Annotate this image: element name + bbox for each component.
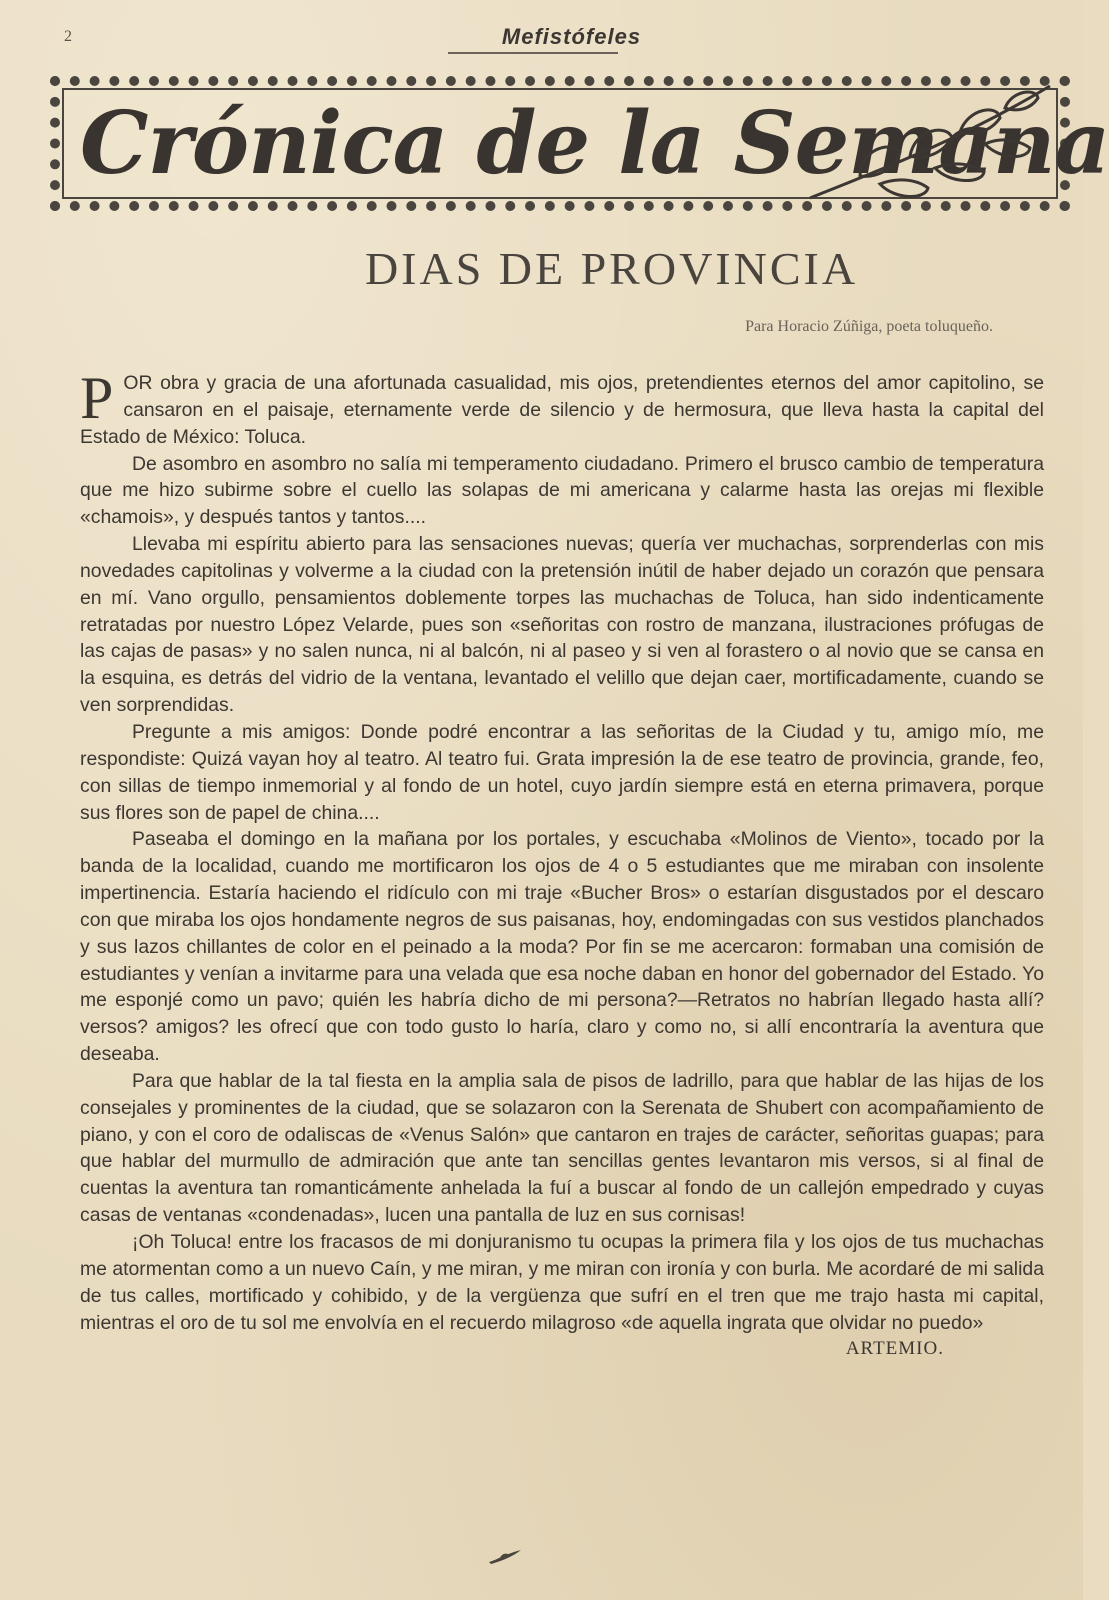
article-title: DIAS DE PROVINCIA	[364, 243, 859, 294]
article-dedication: Para Horacio Zúñiga, poeta toluqueño.	[745, 318, 993, 335]
section-banner	[50, 76, 1109, 211]
paragraph	[80, 365, 1044, 451]
end-ornament-icon	[487, 1548, 523, 1566]
banner-title: Crónica de la Semana	[80, 93, 1109, 194]
paragraph-text: OR obra y gracia de una afortunada casualidad, mis ojos, pretendientes eternos del amor capitolino, se cansaron en el paisaje, eternamente verde de silencio y de hermosura, que lleva hasta la capital del Estado de México: Toluca.	[80, 372, 1044, 448]
paragraph: Paseaba el domingo en la mañana por los portales, y escuchaba «Molinos de Viento», tocado por la banda de la localidad, cuando me mortificaron los ojos de 4 o 5 estudiantes que me miraban con insolente impertinencia. Estaría haciendo el ridículo con mi traje «Bucher Bros» o estarían disgustados por el descaro con que miraba los ojos hondamente negros de sus paisanas, hoy, endomingadas con sus vestidos planchados y sus lazos chillantes de color en el peinado a la moda? Por fin se me acercaron: formaban una comisión de estudiantes y venían a invitarme para una velada que esa noche daban en honor del gobernador del Estado. Yo me esponjé como un pavo; quién les habría dicho de mi persona?—Retratos no habrían llegado hasta allí? versos? amigos? les ofrecí que con todo gusto lo haría, claro y como no, si allí encontraría la aventura que deseaba.	[80, 828, 1044, 1066]
page-number: 2	[64, 28, 72, 45]
magazine-name: Mefistófeles	[501, 24, 642, 49]
laurel-branch-icon	[800, 80, 1060, 208]
paragraph: ¡Oh Toluca! entre los fracasos de mi donjuranismo tu ocupas la primera fila y los ojos de tus muchachas me atormentan como a un nuevo Caín, y me miran, y me miran con ironía y con burla. Me acordaré de mi salida de tus calles, mortificado y cohibido, y de la vergüenza que sufrí en el tren que me trajo hasta mi capital, mientras el oro de tu sol me envolvía en el recuerdo milagroso «de aquella ingrata que olvidar no puedo»	[80, 1231, 1044, 1334]
paragraph: Llevaba mi espíritu abierto para las sensaciones nuevas; quería ver muchachas, sorprenderlas con mis novedades capitolinas y volverme a la ciudad con la pretensión inútil de haber dejado un corazón que pensara en mí. Vano orgullo, pensamientos doblemente torpes las muchachas de Toluca, han sido indenticamente retratadas por nuestro López Velarde, pues son «señoritas con rostro de manzana, ilustraciones prófugas de las cajas de pasas» y no salen nunca, ni al balcón, ni al paseo y si ven al forastero o al novio que se cansa en la esquina, es detrás del vidrio de la ventana, levantado el velillo que dejan caer, mortificadamente, cuando se ven sorprendidas.	[80, 533, 1044, 717]
paragraph: De asombro en asombro no salía mi temperamento ciudadano. Primero el brusco cambio de temperatura que me hizo subirme sobre el cuello las solapas de mi americana y calarme hasta las orejas mi flexible «chamois», y después tantos y tantos....	[80, 452, 1044, 529]
article-body	[80, 365, 1044, 1363]
masthead-underline	[448, 52, 618, 54]
drop-cap: P	[80, 365, 114, 431]
paragraph: Pregunte a mis amigos: Donde podré encontrar a las señoritas de la Ciudad y tu, amigo mío, me respondiste: Quizá vayan hoy al teatro. Al teatro fui. Grata impresión la de ese teatro de provincia, grande, feo, con sillas de tiempo inmemorial y al fondo de un hotel, cuyo jardín siempre está en eterna primavera, porque sus flores son de papel de china....	[80, 720, 1044, 824]
author-signature: ARTEMIO.	[845, 1338, 944, 1360]
paragraph: Para que hablar de la tal fiesta en la amplia sala de pisos de ladrillo, para que hablar de las hijas de los consejales y prominentes de la ciudad, que se solazaron con la Serenata de Shubert con acompañamiento de piano, y con el coro de odaliscas de «Venus Salón» que cantaron en trajes de carácter, señoritas guapas; para que hablar del murmullo de admiración que ante tan sencillas gentes levantaron mis versos, si al final de cuentas la aventura tan romanticámente anhelada la fuí a buscar al fondo de un callejón empedrado y cuyas casas de ventanas «condenadas», lucen una pantalla de luz en sus cornisas!	[80, 1069, 1044, 1227]
